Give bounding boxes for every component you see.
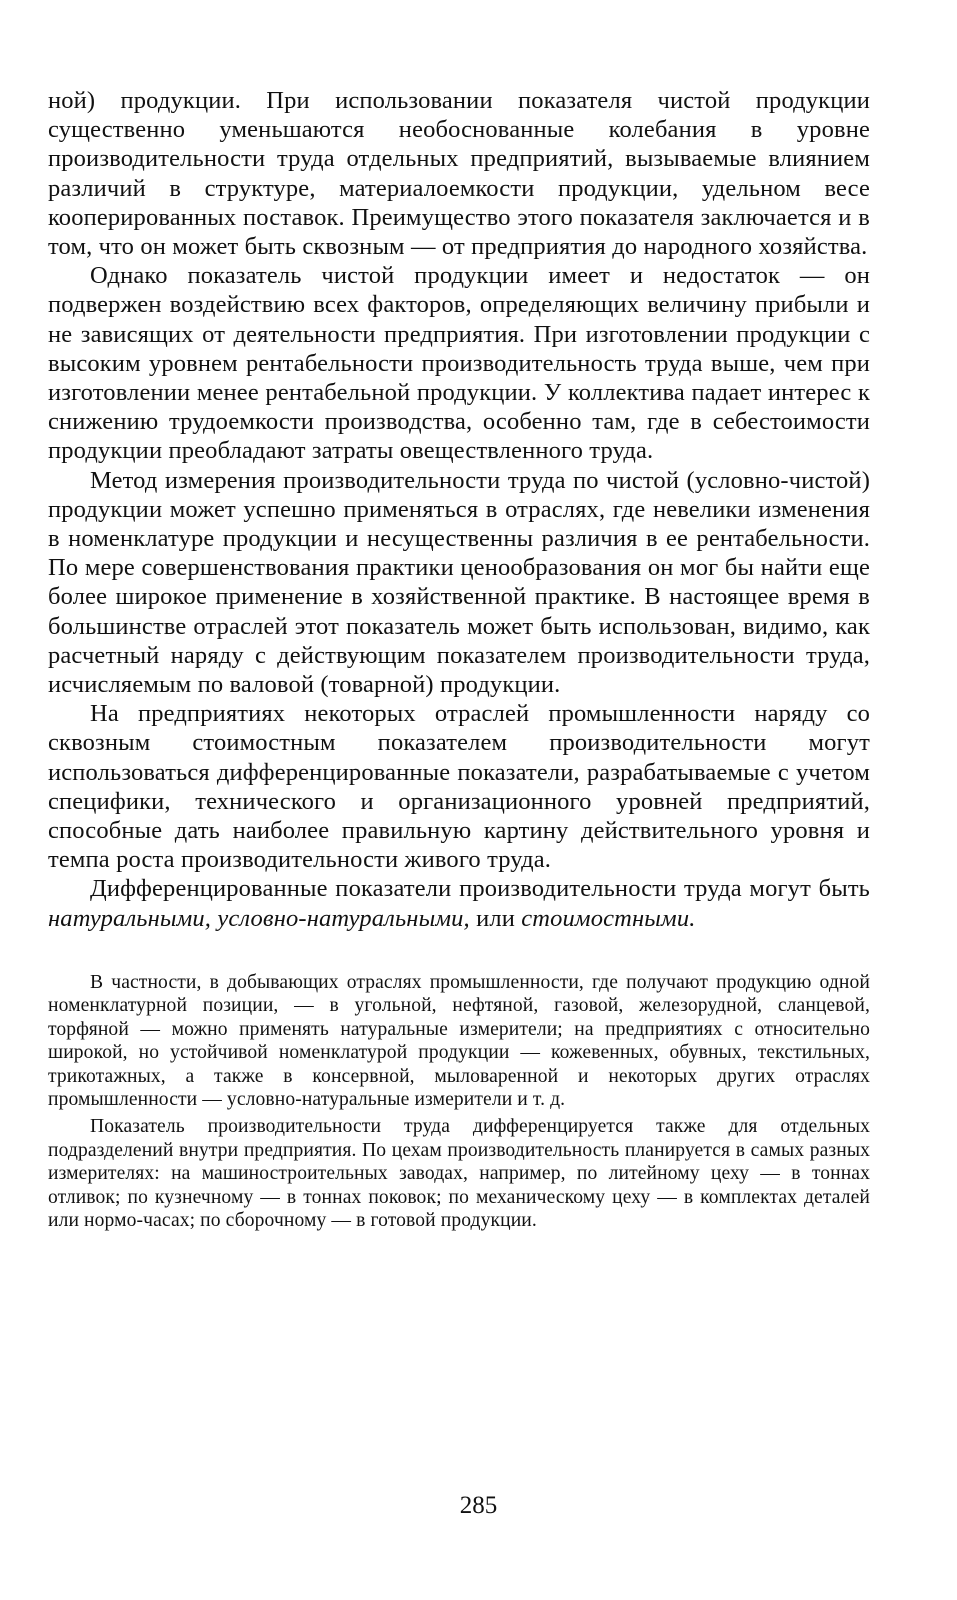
paragraph-5-middle: или (469, 904, 522, 932)
paragraph-2: Однако показатель чистой продукции имеет и недостаток — он подвержен воздействию всех факторов, определяющих величину прибыли и не зависящих от деятельности предприятия. При изготовлении продукции с высоким уровнем рентабельности производительность труда выше, чем при изготовлении менее рентабельной продукции. У коллектива падает интерес к снижению трудоемкости производства, особенно там, где в себестоимости продукции преобладают затраты овеществленного труда. (48, 262, 870, 465)
small-paragraph-2: Показатель производительности труда дифференцируется также для отдельных подразделений внутри предприятия. По цехам производительность планируется в самых разных измерителях: на машиностроительных заводах, например, по литейному цеху — в тоннах отливок; по кузнечному — в тоннах поковок; по механическому цеху — в комплектах деталей или нормо-часах; по сборочному — в готовой продукции. (48, 1116, 870, 1231)
page-number: 285 (459, 1492, 498, 1519)
paragraph-3: Метод измерения производительности труда по чистой (условно-чистой) продукции может успешно применяться в отраслях, где невелики изменения в номенклатуре продукции и несущественны различия в ее рентабельности. По мере совершенствования практики ценообразования он мог бы найти еще более широкое применение в хозяйственной практике. В настоящее время в большинстве отраслей этот показатель может быть использован, видимо, как расчетный наряду с действующим показателем производительности труда, исчисляемым по валовой (товарной) продукции. (48, 466, 870, 699)
paragraph-4: На предприятиях некоторых отраслей промышленности наряду со сквозным стоимостным показателем производительности могут использоваться дифференцированные показатели, разрабатываемые с учетом специфики, технического и организационного уровней предприятий, способные дать наиболее правильную картину действительного уровня и темпа роста производительности живого труда. (48, 700, 870, 874)
book-page (48, 86, 870, 1232)
emphasis-value-type: стоимостными. (521, 904, 696, 932)
small-paragraph-1: В частности, в добывающих отраслях промышленности, где получают продукцию одной номенклатурной позиции, — в угольной, нефтяной, газовой, железорудной, сланцевой, торфяной — можно применять натуральные измерители; на предприятиях с относительно широкой, но устойчивой номенклатурой продукции — кожевенных, обувных, текстильных, трикотажных, а также в консервной, мыловаренной и некоторых других отраслях промышленности — условно-натуральные измерители и т. д. (48, 971, 870, 1110)
small-print-section (48, 971, 870, 1232)
emphasis-natural-types: натуральными, условно-натуральными, (48, 904, 470, 932)
paragraph-5-text: Дифференцированные показатели производительности труда могут быть (90, 875, 870, 903)
paragraph-5 (48, 874, 870, 932)
paragraph-1: ной) продукции. При использовании показателя чистой продукции существенно уменьшаются необоснованные колебания в уровне производительности труда отдельных предприятий, вызываемые влиянием различий в структуре, материалоемкости продукции, удельном весе кооперированных поставок. Преимущество этого показателя заключается и в том, что он может быть сквозным — от предприятия до народного хозяйства. (48, 87, 870, 261)
main-text (48, 86, 870, 933)
